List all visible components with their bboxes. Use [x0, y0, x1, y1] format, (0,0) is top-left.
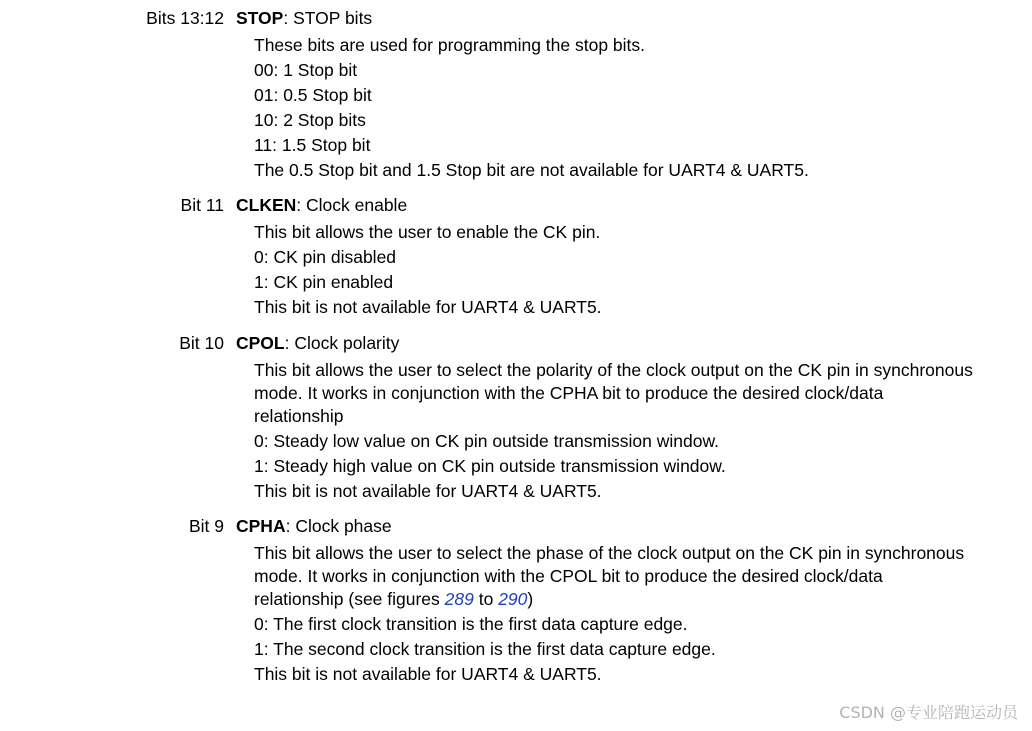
- description-line: These bits are used for programming the stop bits.: [254, 35, 646, 55]
- figure-link-289[interactable]: 289: [444, 589, 474, 609]
- bit-label: Bits 13:12: [146, 8, 224, 28]
- bit-name: CPHA: [236, 516, 286, 536]
- bit-name: CPOL: [236, 333, 285, 353]
- description-line-with-refs: [254, 588, 533, 610]
- ref-suffix: ): [527, 589, 534, 609]
- description-line: 10: 2 Stop bits: [254, 110, 366, 130]
- bit-title-rest: : Clock phase: [285, 516, 392, 536]
- bit-label: Bit 9: [188, 516, 224, 536]
- description-line: This bit is not available for UART4 & UART5.: [254, 664, 602, 684]
- figure-link-290[interactable]: 290: [498, 589, 528, 609]
- bit-name: STOP: [236, 8, 284, 28]
- bit-title: [236, 332, 399, 354]
- description-line: 1: Steady high value on CK pin outside transmission window.: [254, 456, 726, 476]
- bit-label: Bit 11: [180, 195, 224, 215]
- description-line: 01: 0.5 Stop bit: [254, 85, 372, 105]
- bit-title-rest: : Clock polarity: [284, 333, 400, 353]
- description-line: mode. It works in conjunction with the CPOL bit to produce the desired clock/data: [254, 566, 883, 586]
- description-line: 11: 1.5 Stop bit: [254, 135, 371, 155]
- description-line: 0: CK pin disabled: [254, 247, 397, 267]
- description-line: 0: The first clock transition is the first data capture edge.: [254, 614, 688, 634]
- description-line: relationship: [254, 406, 344, 426]
- description-line: This bit is not available for UART4 & UART5.: [254, 297, 602, 317]
- description-line: This bit allows the user to select the polarity of the clock output on the CK pin in synchronous: [254, 360, 973, 380]
- description-line: This bit allows the user to enable the CK pin.: [254, 222, 601, 242]
- description-line: This bit is not available for UART4 & UART5.: [254, 481, 602, 501]
- description-line: This bit allows the user to select the phase of the clock output on the CK pin in synchronous: [254, 543, 965, 563]
- bit-title: [236, 7, 372, 29]
- description-line: 1: CK pin enabled: [254, 272, 394, 292]
- bit-title: [236, 194, 407, 216]
- bit-label: Bit 10: [179, 333, 224, 353]
- bit-name: CLKEN: [236, 195, 297, 215]
- bit-title-rest: : Clock enable: [296, 195, 408, 215]
- description-line: 00: 1 Stop bit: [254, 60, 358, 80]
- ref-middle: to: [473, 589, 499, 609]
- bit-title: [236, 515, 392, 537]
- watermark-text: CSDN @专业陪跑运动员: [839, 703, 1018, 722]
- description-line: 0: Steady low value on CK pin outside transmission window.: [254, 431, 719, 451]
- description-line: mode. It works in conjunction with the CPHA bit to produce the desired clock/data: [254, 383, 884, 403]
- ref-prefix: relationship (see figures: [254, 589, 445, 609]
- description-line: The 0.5 Stop bit and 1.5 Stop bit are not available for UART4 & UART5.: [254, 160, 809, 180]
- bit-title-rest: : STOP bits: [283, 8, 373, 28]
- description-line: 1: The second clock transition is the first data capture edge.: [254, 639, 716, 659]
